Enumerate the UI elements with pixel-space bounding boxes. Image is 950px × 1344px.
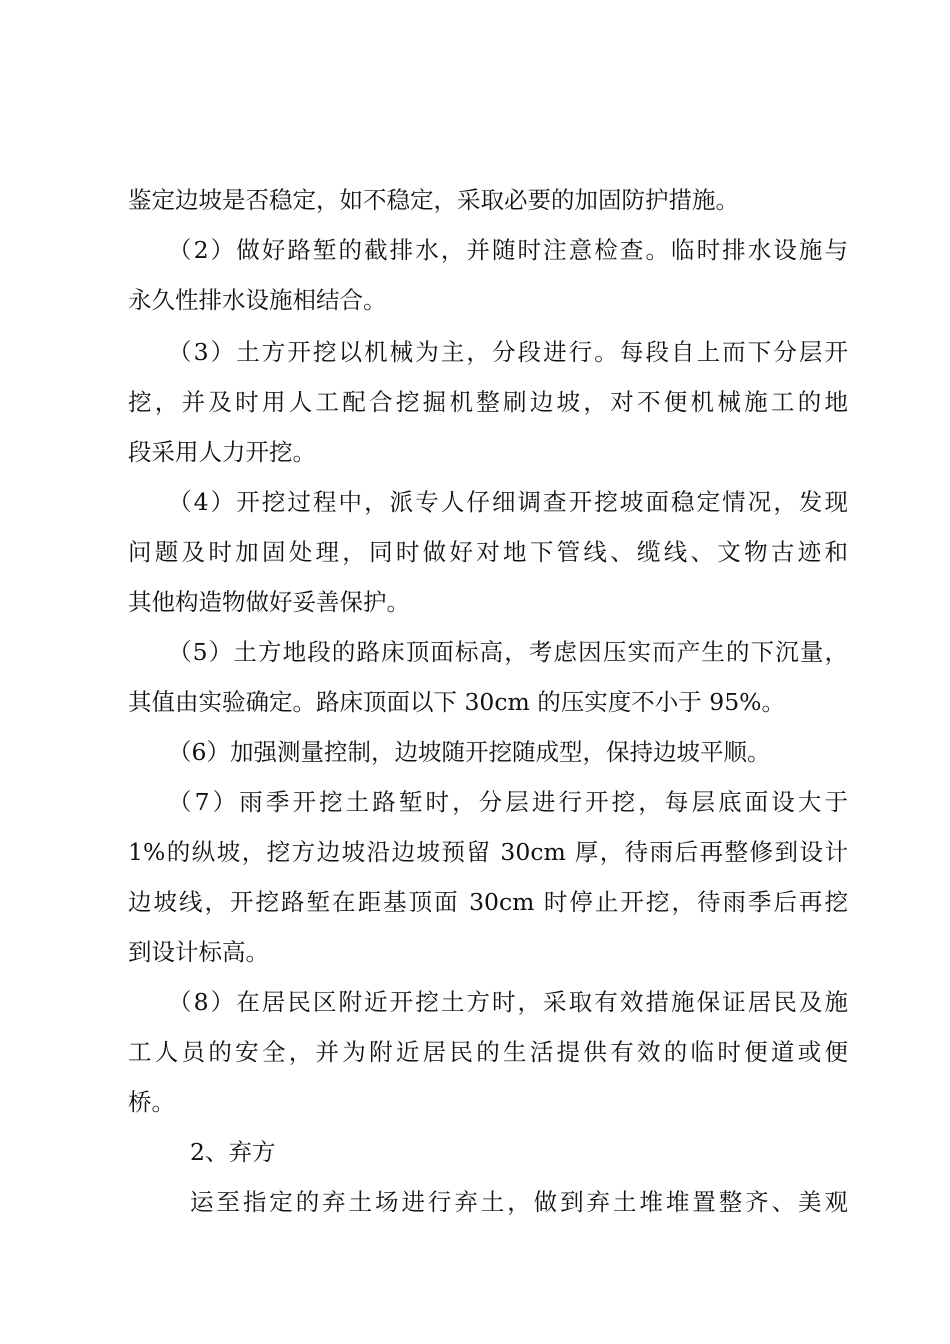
section-heading: 2、弃方 <box>190 1138 276 1166</box>
text-line-7: （4）开挖过程中，派专人仔细调查开挖坡面稳定情况，发现 <box>168 488 848 516</box>
text-line-3: 永久性排水设施相结合。 <box>128 286 387 314</box>
text-line-14: 1%的纵坡，挖方边坡沿边坡预留 30cm 厚，待雨后再整修到设计 <box>128 838 848 866</box>
text-line-5: 挖，并及时用人工配合挖掘机整刷边坡，对不便机械施工的地 <box>128 388 848 416</box>
text-line-18: 工人员的安全，并为附近居民的生活提供有效的临时便道或便 <box>128 1038 848 1066</box>
text-line-12: （6）加强测量控制，边坡随开挖随成型，保持边坡平顺。 <box>168 738 771 766</box>
text-line-2: （2）做好路堑的截排水，并随时注意检查。临时排水设施与 <box>168 236 848 264</box>
text-line-9: 其他构造物做好妥善保护。 <box>128 588 410 616</box>
text-line-10: （5）土方地段的路床顶面标高，考虑因压实而产生的下沉量， <box>168 638 848 666</box>
text-line-16: 到设计标高。 <box>128 938 269 966</box>
text-line-4: （3）土方开挖以机械为主，分段进行。每段自上而下分层开 <box>168 338 848 366</box>
text-line-21: 运至指定的弃土场进行弃土，做到弃土堆堆置整齐、美观 <box>190 1188 848 1216</box>
text-line-6: 段采用人力开挖。 <box>128 438 316 466</box>
text-line-1: 鉴定边坡是否稳定，如不稳定，采取必要的加固防护措施。 <box>128 186 739 214</box>
text-line-13: （7）雨季开挖土路堑时，分层进行开挖，每层底面设大于 <box>168 788 848 816</box>
text-line-17: （8）在居民区附近开挖土方时，采取有效措施保证居民及施 <box>168 988 848 1016</box>
text-line-15: 边坡线，开挖路堑在距基顶面 30cm 时停止开挖，待雨季后再挖 <box>128 888 848 916</box>
text-line-19: 桥。 <box>128 1088 175 1116</box>
text-line-8: 问题及时加固处理，同时做好对地下管线、缆线、文物古迹和 <box>128 538 848 566</box>
text-line-11: 其值由实验确定。路床顶面以下 30cm 的压实度不小于 95%。 <box>128 688 785 716</box>
